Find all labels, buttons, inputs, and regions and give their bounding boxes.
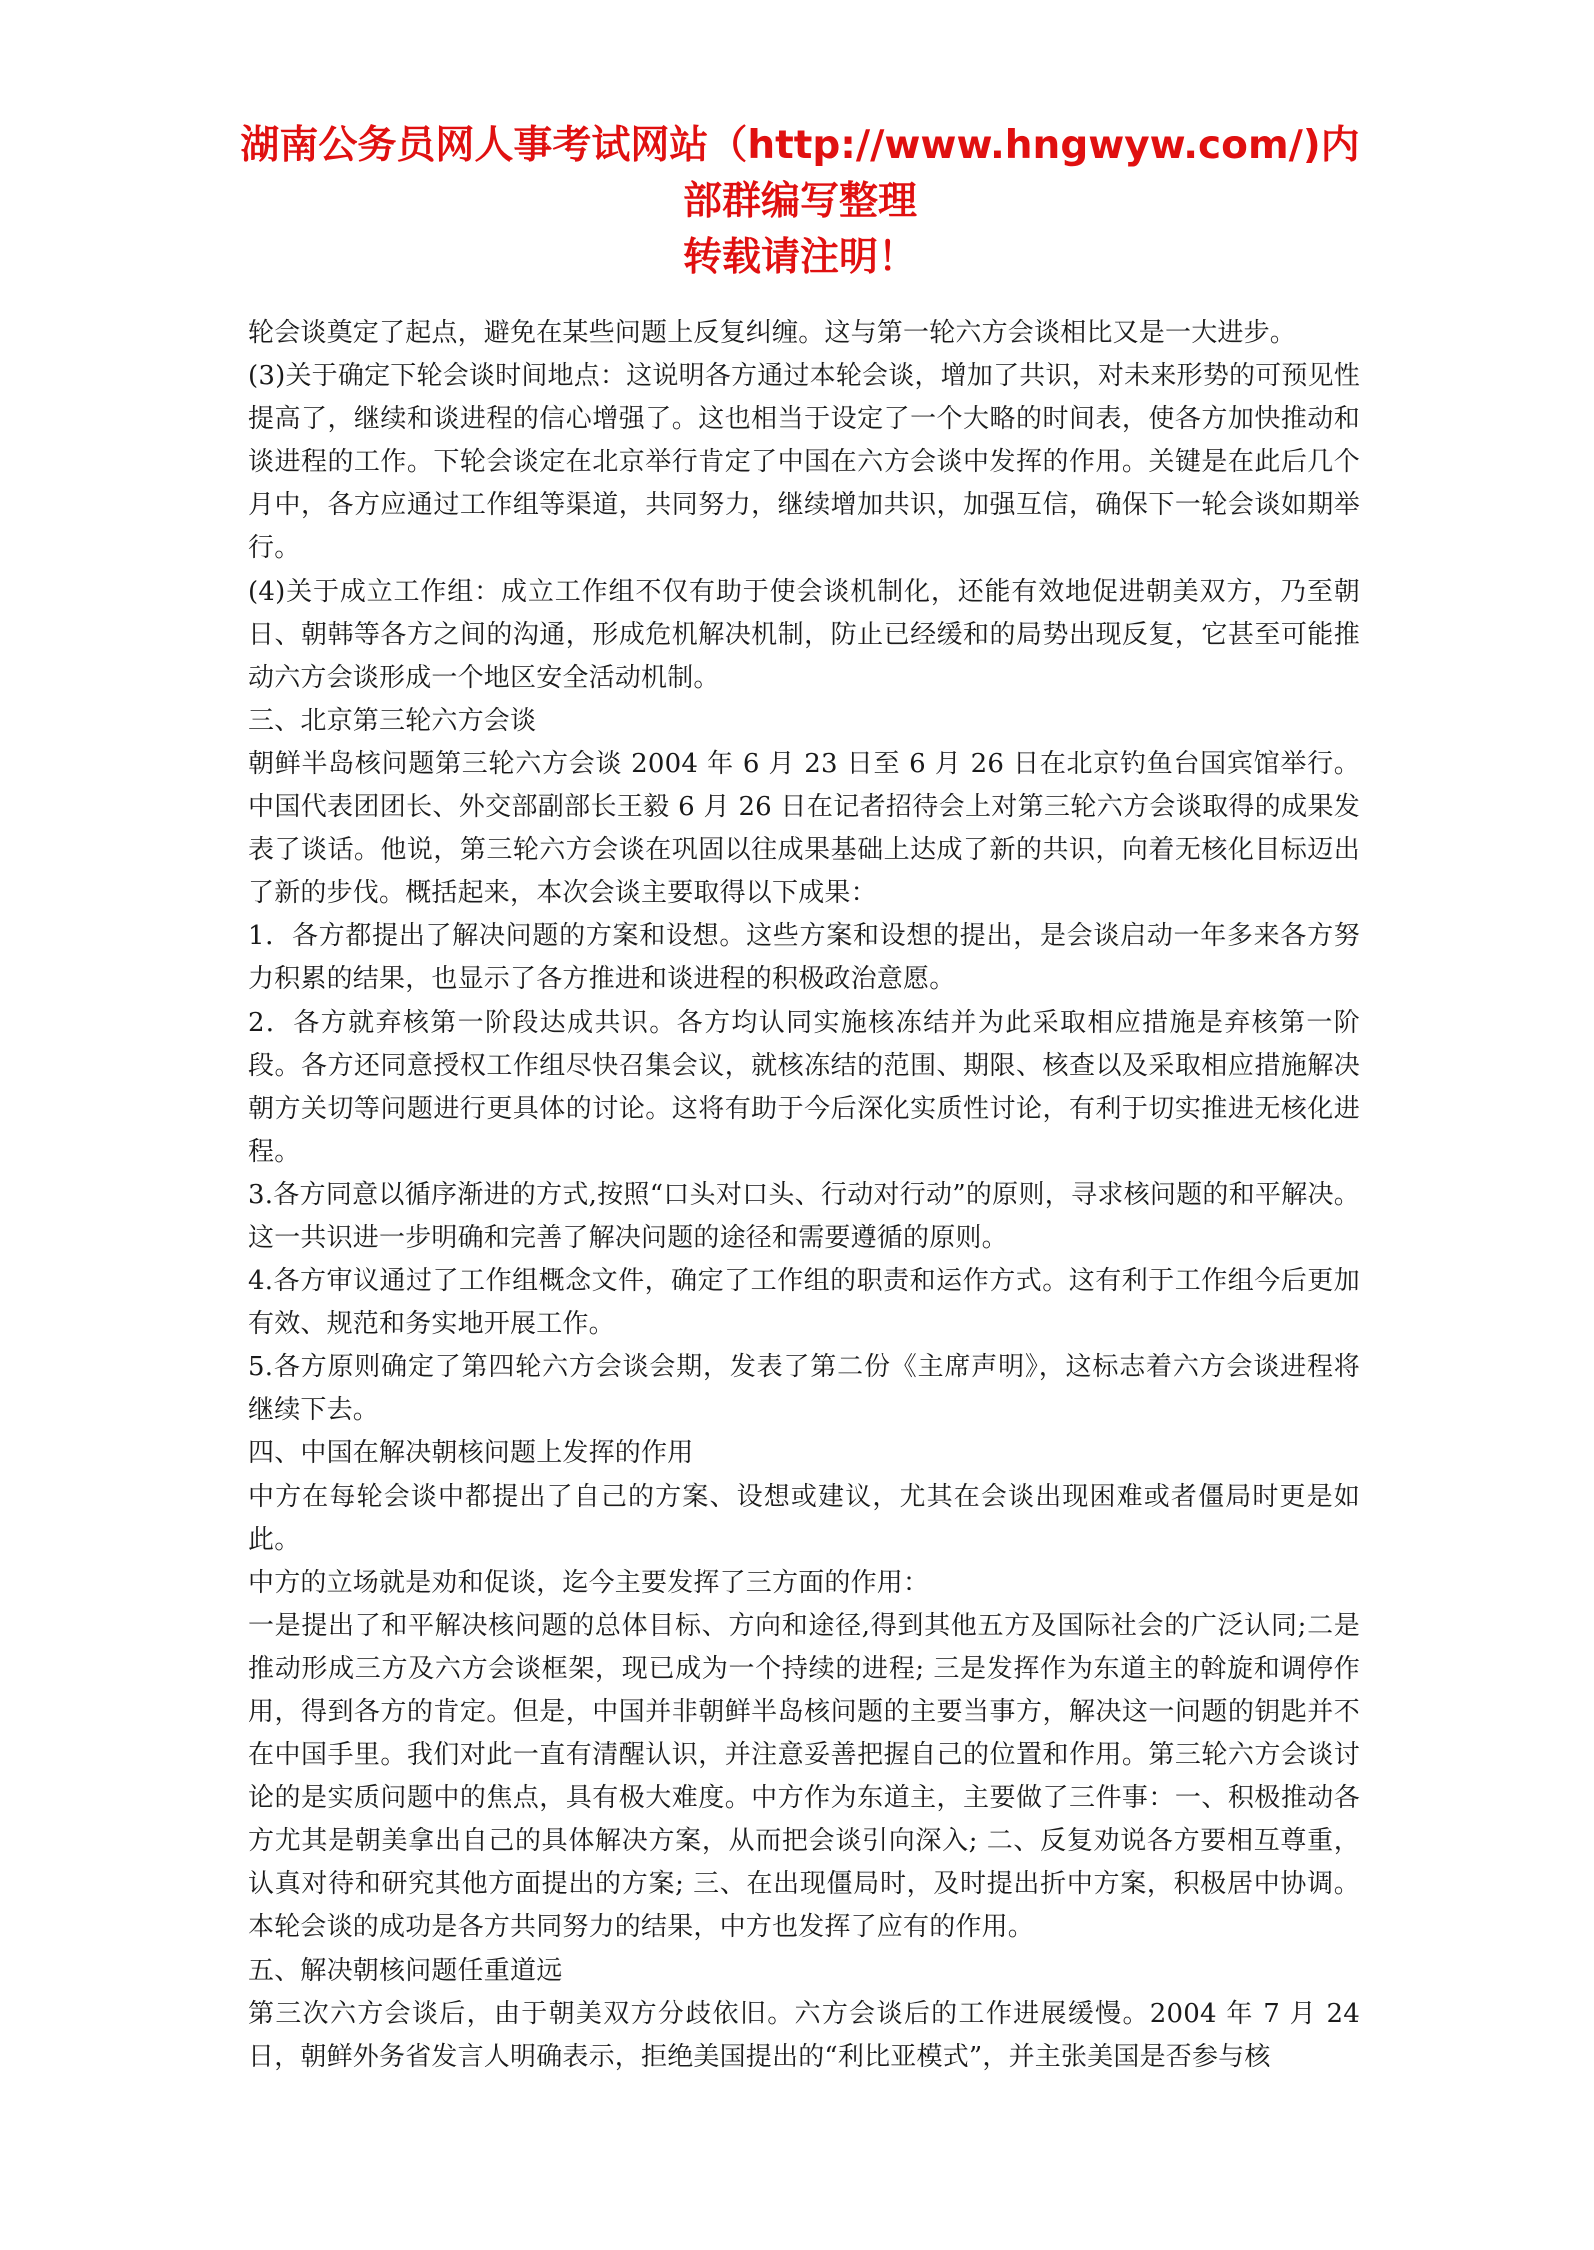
- header-line-1: 湖南公务员网人事考试网站（http://www.hngwyw.com/)内: [240, 123, 1360, 168]
- list-item: 2．各方就弃核第一阶段达成共识。各方均认同实施核冻结并为此采取相应措施是弃核第一阶段。各方还同意授权工作组尽快召集会议，就核冻结的范围、期限、核查以及采取相应措施解决朝方关切等问题进行更具体的讨论。这将有助于今后深化实质性讨论，有利于切实推进无核化进程。: [248, 1007, 1360, 1167]
- paragraph: 第三次六方会谈后，由于朝美双方分歧依旧。六方会谈后的工作进展缓慢。2004 年 7 月 24 日，朝鲜外务省发言人明确表示，拒绝美国提出的“利比亚模式”，并主张美国是否参与核: [248, 1998, 1360, 2072]
- paragraph: 轮会谈奠定了起点，避免在某些问题上反复纠缠。这与第一轮六方会谈相比又是一大进步。: [248, 318, 1297, 348]
- list-item: 4.各方审议通过了工作组概念文件，确定了工作组的职责和运作方式。这有利于工作组今后更加有效、规范和务实地开展工作。: [248, 1266, 1360, 1340]
- paragraph: 中方的立场就是劝和促谈，迄今主要发挥了三方面的作用：: [248, 1567, 930, 1598]
- header-line-2: 部群编写整理: [682, 179, 917, 224]
- paragraph: 中方在每轮会谈中都提出了自己的方案、设想或建议，尤其在会谈出现困难或者僵局时更是如此。: [248, 1481, 1360, 1555]
- list-item: 3.各方同意以循序渐进的方式,按照“口头对口头、行动对行动”的原则，寻求核问题的和平解决。这一共识进一步明确和完善了解决问题的途径和需要遵循的原则。: [248, 1179, 1360, 1253]
- paragraph: (3)关于确定下轮会谈时间地点：这说明各方通过本轮会谈，增加了共识，对未来形势的可预见性提高了，继续和谈进程的信心增强了。这也相当于设定了一个大略的时间表，使各方加快推动和谈进程的工作。下轮会谈定在北京举行肯定了中国在六方会谈中发挥的作用。关键是在此后几个月中，各方应通过工作组等渠道，共同努力，继续增加共识，加强互信，确保下一轮会谈如期举行。: [248, 361, 1360, 564]
- list-item: 1．各方都提出了解决问题的方案和设想。这些方案和设想的提出，是会谈启动一年多来各方努力积累的结果，也显示了各方推进和谈进程的积极政治意愿。: [248, 921, 1360, 995]
- list-item: 5.各方原则确定了第四轮六方会谈会期，发表了第二份《主席声明》，这标志着六方会谈进程将继续下去。: [248, 1352, 1360, 1426]
- document-header: [230, 118, 1370, 286]
- paragraph: 一是提出了和平解决核问题的总体目标、方向和途径,得到其他五方及国际社会的广泛认同;二是推动形成三方及六方会谈框架，现已成为一个持续的进程; 三是发挥作为东道主的斡旋和调停作用，得到各方的肯定。但是，中国并非朝鲜半岛核问题的主要当事方，解决这一问题的钥匙并不在中国手里。我们对此一直有清醒认识，并注意妥善把握自己的位置和作用。第三轮六方会谈讨论的是实质问题中的焦点，具有极大难度。中方作为东道主，主要做了三件事：一、积极推动各方尤其是朝美拿出自己的具体解决方案，从而把会谈引向深入; 二、反复劝说各方要相互尊重，认真对待和研究其他方面提出的方案; 三、在出现僵局时，及时提出折中方案，积极居中协调。本轮会谈的成功是各方共同努力的结果，中方也发挥了应有的作用。: [248, 1610, 1360, 1943]
- paragraph: 朝鲜半岛核问题第三轮六方会谈 2004 年 6 月 23 日至 6 月 26 日在北京钓鱼台国宾馆举行。中国代表团团长、外交部副部长王毅 6 月 26 日在记者招待会上对第三轮六方会谈取得的成果发表了谈话。他说，第三轮六方会谈在巩固以往成果基础上达成了新的共识，向着无核化目标迈出了新的步伐。概括起来，本次会谈主要取得以下成果：: [248, 748, 1360, 909]
- section-heading: 五、解决朝核问题任重道远: [248, 1955, 563, 1986]
- document-body: [248, 312, 1360, 2079]
- section-heading: 四、中国在解决朝核问题上发挥的作用: [248, 1438, 694, 1469]
- paragraph: (4)关于成立工作组：成立工作组不仅有助于使会谈机制化，还能有效地促进朝美双方，乃至朝日、朝韩等各方之间的沟通，形成危机解决机制，防止已经缓和的局势出现反复，它甚至可能推动六方会谈形成一个地区安全活动机制。: [248, 576, 1360, 693]
- header-line-3: 转载请注明！: [682, 235, 917, 280]
- section-heading: 三、北京第三轮六方会谈: [248, 705, 537, 736]
